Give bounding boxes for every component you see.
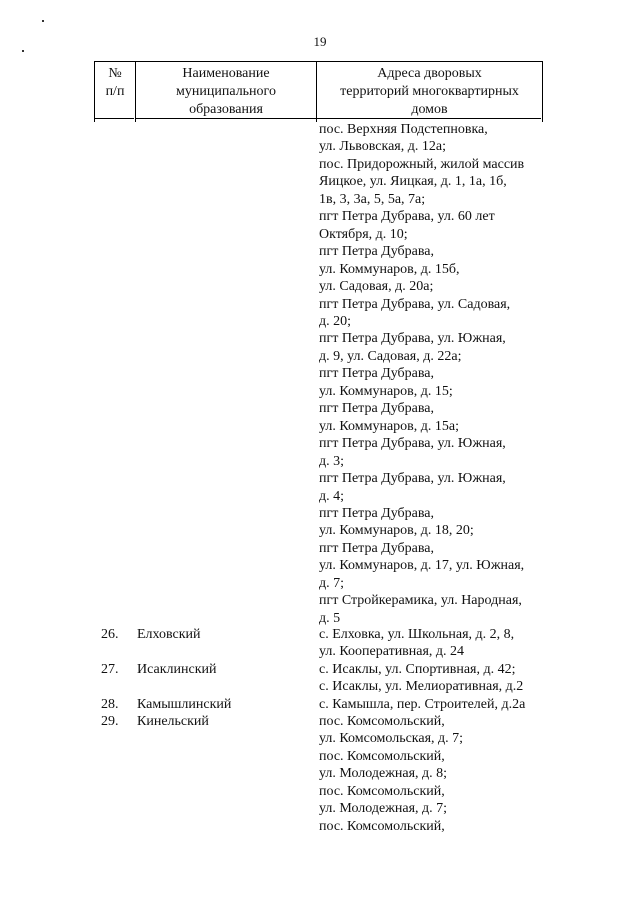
address-line: пос. Комсомольский,: [319, 714, 445, 729]
address-line: с. Камышла, пер. Строителей, д.2а: [319, 697, 526, 712]
address-line: пгт Петра Дубрава, ул. 60 лет: [319, 209, 495, 225]
address-line: д. 7;: [319, 575, 345, 591]
address-cell: [319, 696, 525, 713]
address-line: пгт Петра Дубрава, ул. Садовая,: [319, 296, 511, 312]
municipality-name: Елховский: [137, 627, 201, 642]
header-bottom-rule: [94, 118, 134, 119]
municipality-name: Камышлинский: [137, 697, 232, 712]
scan-mark: [22, 50, 24, 52]
address-line: пгт Петра Дубрава, ул. Южная,: [319, 331, 506, 347]
address-line: пгт Петра Дубрава,: [319, 540, 435, 556]
address-cell: [319, 713, 463, 835]
continued-address-list: [319, 121, 549, 627]
address-line: ул. Кооперативная, д. 24: [319, 644, 465, 660]
header-col-address: Адреса дворовых территорий многоквартирных домов: [340, 66, 519, 117]
address-line: пос. Комсомольский,: [319, 818, 445, 834]
address-line: д. 3;: [319, 453, 345, 469]
address-line: пгт Петра Дубрава, ул. Южная,: [319, 436, 506, 452]
row-number: 26.: [101, 627, 119, 642]
address-line: с. Елховка, ул. Школьная, д. 2, 8,: [319, 627, 515, 642]
address-line: д. 9, ул. Садовая, д. 22а;: [319, 348, 462, 364]
address-line: ул. Молодежная, д. 8;: [319, 766, 448, 782]
address-line: пос. Верхняя Подстепновка,: [319, 122, 488, 137]
header-col-name: Наименование муниципального образования: [136, 62, 317, 122]
address-line: ул. Молодежная, д. 7;: [319, 801, 448, 817]
address-line: пос. Комсомольский,: [319, 748, 445, 764]
address-line: Яицкое, ул. Яицкая, д. 1, 1а, 1б,: [319, 174, 507, 190]
address-line: пос. Придорожный, жилой массив: [319, 156, 525, 172]
address-line: ул. Коммунаров, д. 15а;: [319, 418, 460, 434]
address-line: пгт Петра Дубрава,: [319, 505, 435, 521]
address-line: ул. Комсомольская, д. 7;: [319, 731, 464, 747]
address-line: пгт Петра Дубрава,: [319, 401, 435, 417]
municipality-name: Исаклинский: [137, 662, 217, 677]
row-number: 27.: [101, 662, 119, 677]
address-line: пгт Петра Дубрава, ул. Южная,: [319, 471, 506, 487]
address-line: д. 4;: [319, 488, 345, 504]
address-line: с. Исаклы, ул. Мелиоративная, д.2: [319, 679, 524, 695]
page-number: 19: [313, 34, 327, 49]
scan-mark: [42, 20, 44, 22]
address-line: ул. Львовская, д. 12а;: [319, 139, 446, 155]
address-line: ул. Коммунаров, д. 17, ул. Южная,: [319, 558, 525, 574]
address-line: ул. Садовая, д. 20а;: [319, 279, 434, 295]
table-header: [94, 61, 543, 122]
address-line: Октября, д. 10;: [319, 226, 408, 242]
address-line: пгт Петра Дубрава,: [319, 366, 435, 382]
header-bottom-rule: [135, 118, 316, 119]
header-col-number: № п/п: [95, 62, 136, 122]
row-number: 29.: [101, 714, 119, 729]
address-line: д. 5: [319, 610, 341, 626]
address-line: пгт Стройкерамика, ул. Народная,: [319, 593, 522, 609]
municipality-name: Кинельский: [137, 714, 209, 729]
address-cell: [319, 661, 523, 696]
address-line: пос. Комсомольский,: [319, 783, 445, 799]
header-bottom-rule: [316, 118, 541, 119]
address-cell: [319, 626, 514, 661]
address-line: д. 20;: [319, 313, 352, 329]
address-line: ул. Коммунаров, д. 18, 20;: [319, 523, 474, 539]
address-line: с. Исаклы, ул. Спортивная, д. 42;: [319, 662, 516, 677]
address-line: пгт Петра Дубрава,: [319, 244, 435, 260]
address-line: 1в, 3, 3а, 5, 5а, 7а;: [319, 191, 426, 207]
address-line: ул. Коммунаров, д. 15б,: [319, 261, 460, 277]
address-line: ул. Коммунаров, д. 15;: [319, 383, 453, 399]
row-number: 28.: [101, 697, 119, 712]
